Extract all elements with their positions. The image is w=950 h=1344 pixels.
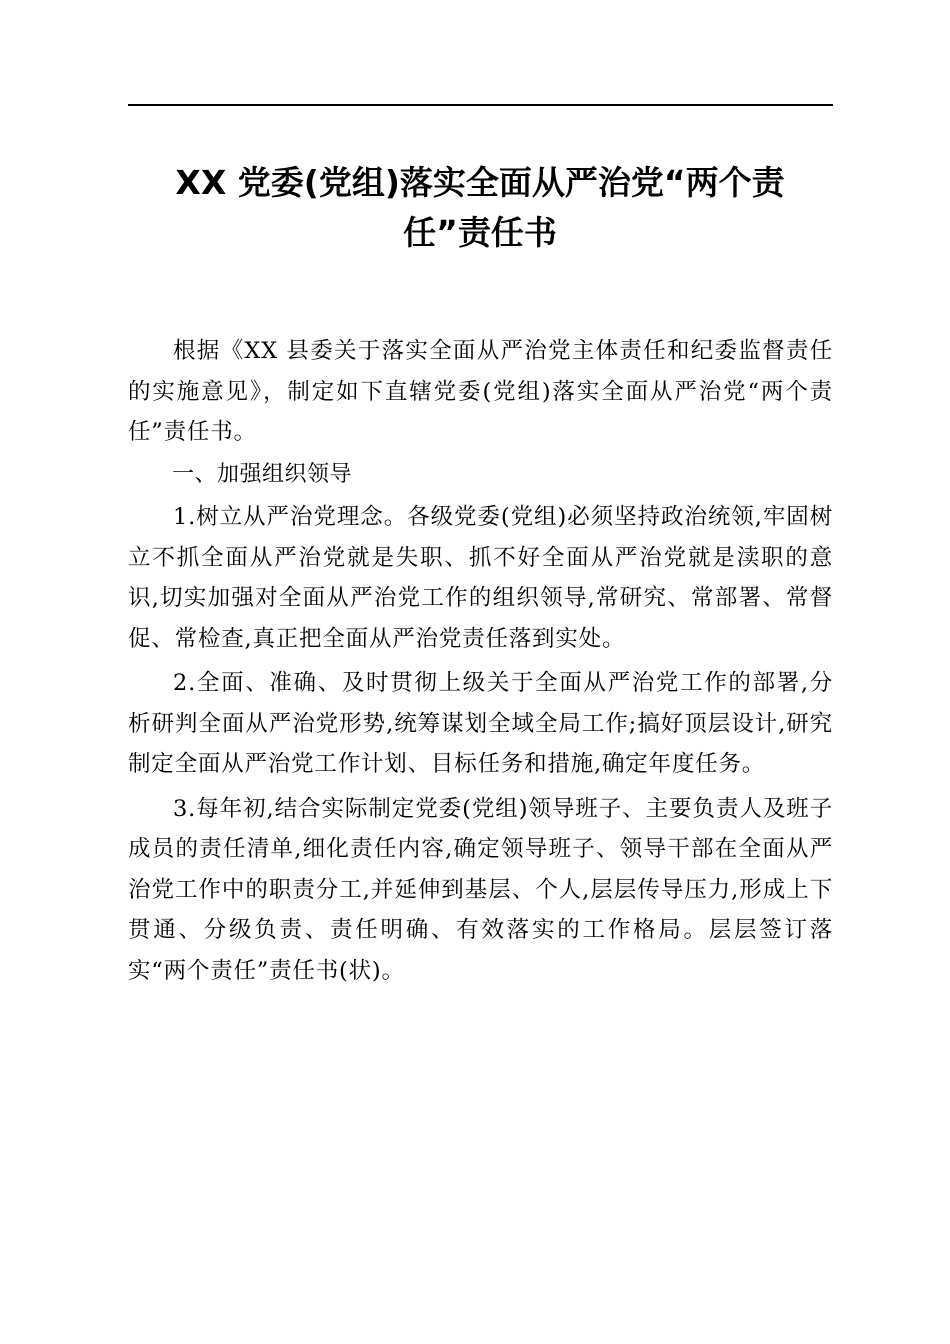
item-paragraph-3: 3.每年初,结合实际制定党委(党组)领导班子、主要负责人及班子成员的责任清单,细化责任内容,确定领导班子、领导干部在全面从严治党工作中的职责分工,并延伸到基层、个人,层层传导压力,形成上下贯通、分级负责、责任明确、有效落实的工作格局。层层签订落实“两个责任”责任书(状)。 bbox=[128, 795, 833, 984]
document-title bbox=[120, 158, 840, 258]
section-heading: 一、加强组织领导 bbox=[172, 461, 353, 487]
title-line-1: XX 党委(党组)落实全面从严治党“两个责 bbox=[175, 163, 785, 202]
item-paragraph-1: 1.树立从严治党理念。各级党委(党组)必须坚持政治统领,牢固树立不抓全面从严治党就是失职、抓不好全面从严治党就是渎职的意识,切实加强对全面从严治党工作的组织领导,常研究、常部署、常督促、常检查,真正把全面从严治党责任落到实处。 bbox=[128, 504, 833, 652]
item-paragraph-2: 2.全面、准确、及时贯彻上级关于全面从严治党工作的部署,分析研判全面从严治党形势,统筹谋划全域全局工作;搞好顶层设计,研究制定全面从严治党工作计划、目标任务和措施,确定年度任务。 bbox=[128, 670, 833, 777]
intro-paragraph: 根据《XX 县委关于落实全面从严治党主体责任和纪委监督责任的实施意见》，制定如下直辖党委(党组)落实全面从严治党“两个责任”责任书。 bbox=[128, 338, 833, 445]
document-body bbox=[128, 331, 833, 991]
title-line-2: 任”责任书 bbox=[403, 213, 557, 252]
header-rule bbox=[128, 104, 833, 106]
